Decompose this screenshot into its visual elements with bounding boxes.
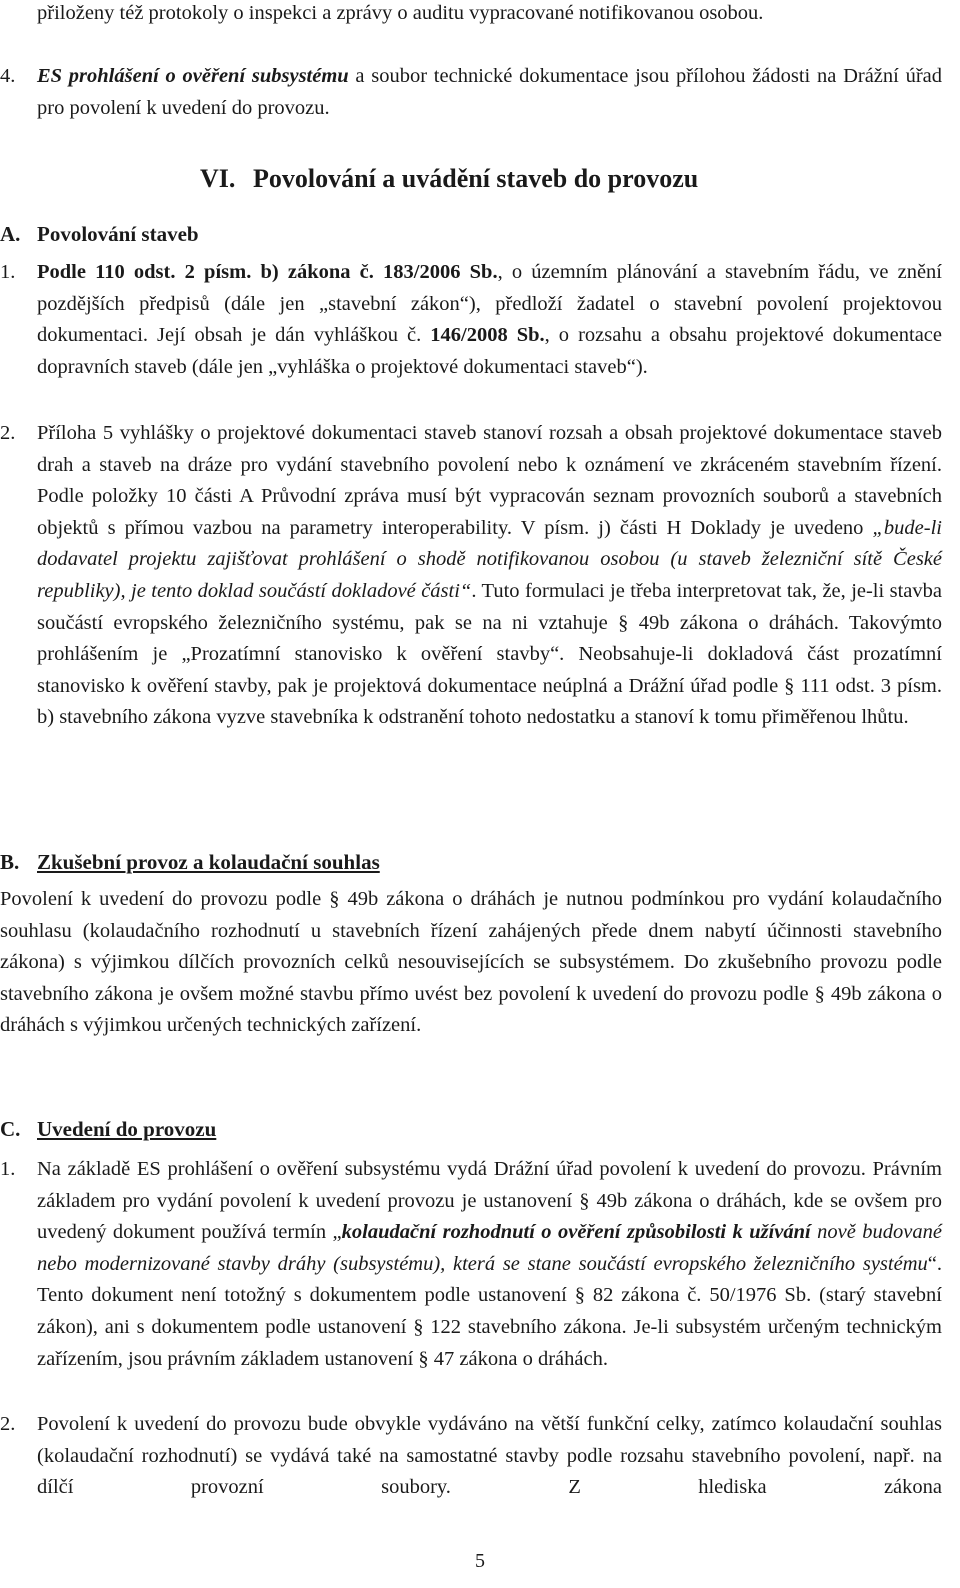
section-letter: A.: [0, 222, 21, 246]
chapter-number: VI.: [200, 164, 236, 193]
body-text: “. Tento dokument není totožný s dokumentem podle ustanovení § 82 zákona č. 50/1976 Sb. (starý stavební zákon), ani s dokumentem podle ustanovení § 122 stavebního zákona. Je-li subsystém určeným technickým zařízením, jsou právním základem ustanovení § 47 zákona o dráhách.: [37, 1252, 942, 1370]
body-text: . Tuto formulaci je třeba interpretovat tak, že, je-li stavba součástí evropského železničního systému, pak se na ni vztahuje § 49b zákona o dráhách. Takovýmto prohlášením je „Prozatímní stanovisko k ověření stavby“. Neobsahuje-li dokladová část prozatímní stanovisko k ověření stavby, pak je projektová dokumentace neúplná a Drážní úřad podle § 111 odst. 3 písm. b) stavebního zákona vyzve stavebníka k odstranění tohoto nedostatku a stanoví k tomu přiměřenou lhůtu.: [37, 579, 943, 729]
item-number: 1.: [0, 261, 16, 283]
section-b-paragraph: Povolení k uvedení do provozu podle § 49b zákona o dráhách je nutnou podmínkou pro vydání kolaudačního souhlasu (kolaudačního rozhodnutí u stavebních řízení zahájených přede dnem nabytí účinnosti stavebního zákona) s výjimkou dílčích provozních celků nesouvisejících se subsystémem. Do zkušebního provozu podle stavebního zákona je ovšem možné stavbu přímo uvést bez povolení k uvedení do provozu podle § 49b zákona o dráhách s výjimkou určených technických zařízení.: [0, 888, 942, 1037]
chapter-title: Povolování a uvádění staveb do provozu: [253, 164, 699, 193]
body-text: Na základě ES prohlášení o ověření subsystému vydá Drážní úřad povolení k uvedení do provozu. Právním základem pro vydání povolení k uvedení provozu je ustanovení § 49b zákona o dráhách, kde se ovšem pro uvedený dokument používá termín „: [37, 1158, 942, 1244]
section-letter: C.: [0, 1117, 21, 1141]
section-title: Uvedení do provozu: [37, 1117, 217, 1141]
italic-text: nově budované nebo modernizované stavby dráhy (subsystému), která se stane součástí evropského železničního systému: [37, 1221, 942, 1275]
item-number: 2.: [0, 1413, 16, 1435]
page-number: 5: [475, 1550, 485, 1572]
italic-text: „bude-li dodavatel projektu zajišťovat prohlášení o shodě notifikovanou osobou (u staveb železniční sítě České republiky), je tento doklad součástí dokladové části“: [37, 516, 942, 602]
bold-text: 146/2008 Sb.: [430, 324, 545, 347]
item-number: 2.: [0, 422, 16, 444]
section-title: Povolování staveb: [37, 222, 199, 246]
item-number: 4.: [0, 65, 16, 87]
section-c-item2-paragraph: Povolení k uvedení do provozu bude obvykle vydáváno na větší funkční celky, zatímco kolaudační souhlas (kolaudační rozhodnutí) se vydává také na samostatné stavby podle rozsahu stavebního povolení, např. na dílčí provozní soubory. Z hlediska zákona: [37, 1413, 942, 1499]
section-a-item1-paragraph: [37, 257, 942, 383]
body-text: a soubor technické dokumentace jsou přílohou žádosti na Drážní úřad pro povolení k uvedení do provozu.: [37, 65, 942, 119]
section-title: Zkušební provoz a kolaudační souhlas: [37, 850, 380, 874]
emphasis-text: ES prohlášení o ověření subsystému: [37, 65, 349, 87]
intro-paragraph: přiloženy též protokoly o inspekci a zprávy o auditu vypracované notifikovanou osobou.: [37, 2, 764, 24]
bold-italic-text: kolaudační rozhodnutí o ověření způsobilosti k užívání: [341, 1221, 811, 1244]
section-letter: B.: [0, 850, 20, 874]
item4-paragraph: [37, 61, 942, 124]
body-text: , o rozsahu a obsahu projektové dokumentace dopravních staveb (dále jen „vyhláška o projektové dokumentaci staveb“).: [37, 324, 942, 378]
section-c-item1-paragraph: [37, 1154, 942, 1375]
body-text: , o územním plánování a stavebním řádu, ve znění pozdějších předpisů (dále jen „stavební zákon“), předloží žadatel o stavební povolení projektovou dokumentaci. Její obsah je dán vyhláškou č.: [37, 261, 943, 347]
body-text: Příloha 5 vyhlášky o projektové dokumentaci staveb stanoví rozsah a obsah projektové dokumentace staveb drah a staveb na dráze pro vydání stavebního povolení nebo k oznámení ve zkráceném stavebním řízení. Podle položky 10 části A Průvodní zpráva musí být vypracován seznam provozních souborů a stavebních objektů s přímou vazbou na parametry interoperability. V písm. j) části H Doklady je uvedeno: [37, 422, 942, 539]
section-a-item2-paragraph: [37, 418, 942, 734]
bold-text: Podle 110 odst. 2 písm. b) zákona č. 183/2006 Sb.: [37, 261, 498, 283]
item-number: 1.: [0, 1158, 16, 1180]
